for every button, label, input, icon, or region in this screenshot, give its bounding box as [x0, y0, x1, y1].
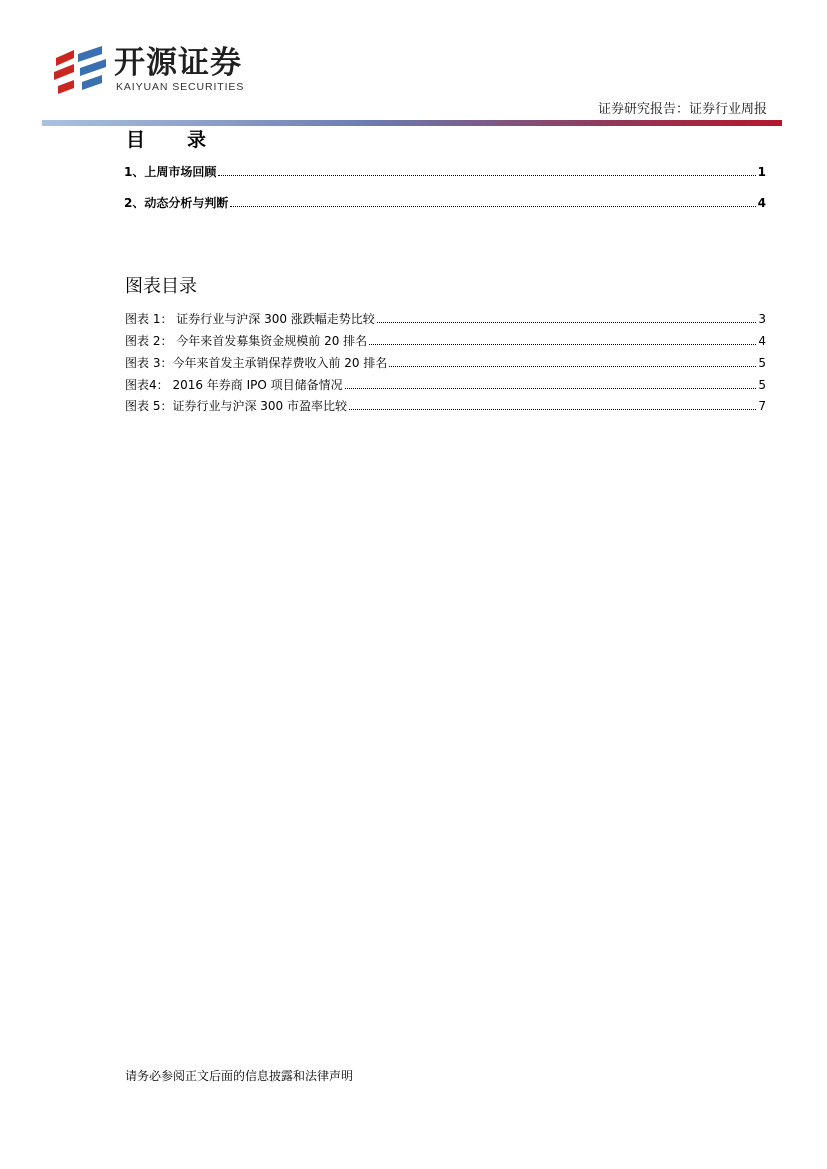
dot-leader: [349, 409, 756, 410]
kaiyuan-logo-icon: [52, 44, 110, 98]
figures-heading: 图表目录: [125, 276, 197, 297]
figure-entry-page: 5: [758, 378, 766, 392]
figure-entry-label: 图表 3：今年来首发主承销保荐费收入前 20 排名: [125, 356, 388, 370]
dot-leader: [369, 344, 756, 345]
figure-entry-page: 7: [758, 399, 766, 413]
logo-chinese-name: 开源证券: [114, 45, 242, 81]
figure-entry-page: 5: [758, 356, 766, 370]
dot-leader: [218, 175, 755, 176]
figure-entry[interactable]: [125, 354, 766, 371]
toc-entry-page: 4: [757, 196, 766, 210]
report-title: 证券研究报告：证券行业周报: [597, 102, 767, 117]
toc-entry-page: 1: [757, 165, 766, 179]
figure-entry[interactable]: [125, 332, 766, 349]
logo-english-name: KAIYUAN SECURITIES: [116, 81, 245, 93]
figure-entry-label: 图表 2： 今年来首发募集资金规模前 20 排名: [125, 334, 368, 348]
company-logo: [52, 42, 252, 98]
figure-entry-label: 图表 5：证券行业与沪深 300 市盈率比较: [125, 399, 347, 413]
figure-entry-label: 图表4： 2016 年券商 IPO 项目储备情况: [125, 378, 343, 392]
footer-disclaimer: 请务必参阅正文后面的信息披露和法律声明: [125, 1069, 354, 1083]
toc-heading-left: 目: [126, 129, 146, 151]
figure-entry-page: 4: [758, 334, 766, 348]
figure-entry-label: 图表 1： 证券行业与沪深 300 涨跌幅走势比较: [125, 312, 375, 326]
figure-entry[interactable]: [125, 397, 766, 414]
dot-leader: [230, 206, 755, 207]
toc-heading: [126, 125, 206, 152]
toc-entry-label: 2、动态分析与判断: [124, 196, 229, 210]
dot-leader: [389, 366, 756, 367]
figure-entry[interactable]: [125, 376, 766, 393]
figure-entry-page: 3: [758, 312, 766, 326]
toc-entry[interactable]: [124, 163, 766, 180]
figure-entry[interactable]: [125, 310, 766, 327]
toc-heading-right: 录: [187, 129, 207, 151]
dot-leader: [345, 388, 757, 389]
toc-entry[interactable]: [124, 194, 766, 211]
toc-entry-label: 1、上周市场回顾: [124, 165, 217, 179]
dot-leader: [377, 322, 757, 323]
